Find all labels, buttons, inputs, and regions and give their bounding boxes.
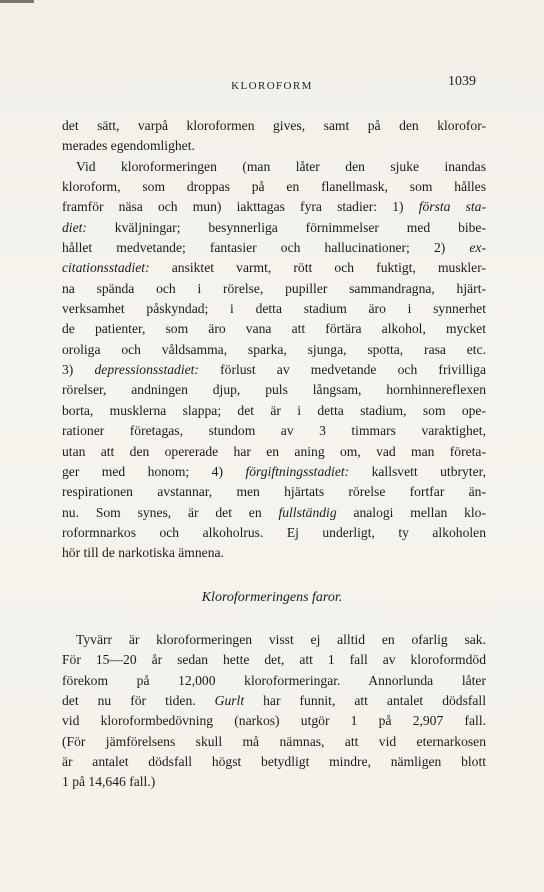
italic-term: citationsstadiet: (62, 260, 150, 276)
paragraph-2 (62, 630, 486, 793)
italic-term: fullständig (278, 504, 337, 520)
text-line: respirationen avstannar, men hjärtats rörelse fortfar än- (62, 484, 486, 500)
running-header-title: KLOROFORM (231, 80, 313, 92)
italic-term: första sta- (418, 199, 486, 215)
text-line: 3) depressionsstadiet: förlust av medvetande och frivilliga (62, 362, 486, 378)
text-line: förekom på 12,000 kloroformeringar. Annorlunda låter (62, 672, 486, 688)
text-line: För 15—20 år sedan hette det, att 1 fall av kloroformdöd (62, 652, 486, 668)
scan-edge-mark (0, 0, 34, 3)
text-line: utan att den opererade har en aning om, vad man företa- (62, 443, 486, 459)
text-line: oroliga och våldsamma, sparka, sjunga, spotta, rasa etc. (62, 341, 486, 357)
text-line: 1 på 14,646 fall.) (62, 774, 156, 790)
text-line: det nu för tiden. Gurlt har funnit, att antalet dödsfall (62, 693, 486, 709)
italic-term: depressionsstadiet: (94, 362, 199, 378)
text-line: (För jämförelsens skull må nämnas, att vid eternarkosen (62, 733, 486, 749)
text-line: hållet medvetande; fantasier och hallucinationer; 2) ex- (62, 240, 486, 256)
text-line: roformnarkos och alkoholrus. Ej underligt, ty alkoholen (62, 524, 486, 540)
text-line: rörelser, andningen djup, puls långsam, hornhinnereflexen (62, 382, 486, 398)
text-line: citationsstadiet: ansiktet varmt, rött och fuktigt, muskler- (62, 260, 486, 276)
section-heading: Kloroformeringens faror. (201, 590, 343, 605)
text-line: rationer företagas, stundom av 3 timmars varaktighet, (62, 423, 486, 439)
text-line: nu. Som synes, är det en fullständig analogi mellan klo- (62, 504, 486, 520)
text-line: borta, musklerna slappa; det är i detta stadium, som ope- (62, 402, 486, 418)
text-line: merades egendomlighet. (62, 138, 195, 154)
italic-author-name: Gurlt (214, 693, 245, 709)
text-line: Tyvärr är kloroformeringen visst ej alltid en ofarlig sak. (76, 632, 486, 647)
italic-term: diet: (62, 219, 87, 235)
text-line: de patienter, som äro vana att förtära alkohol, mycket (62, 321, 486, 337)
text-line: na spända och i rörelse, pupiller sammandragna, hjärt- (62, 280, 486, 296)
text-line: diet: kväljningar; besynnerliga förnimmelser med bibe- (62, 219, 486, 235)
text-line: Vid kloroformeringen (man låter den sjuke inandas (76, 158, 486, 174)
text-line: framför näsa och mun) iakttagas fyra stadier: 1) första sta- (62, 199, 486, 215)
italic-term: ex- (469, 240, 486, 256)
text-line: kloroform, som droppas på en flanellmask, som hålles (62, 179, 486, 195)
italic-term: förgiftningsstadiet: (245, 463, 350, 479)
text-line: hör till de narkotiska ämnena. (62, 545, 224, 561)
text-line: verksamhet påskyndad; i detta stadium äro i synnerhet (62, 301, 486, 317)
text-line: det sätt, varpå kloroformen gives, samt på den klorofor- (62, 118, 486, 133)
text-line: vid kloroformbedövning (narkos) utgör 1 på 2,907 fall. (62, 713, 486, 729)
page-number: 1039 (448, 74, 476, 89)
paragraph-1 (62, 116, 486, 564)
text-line: ger med honom; 4) förgiftningsstadiet: kallsvett utbryter, (62, 463, 487, 479)
text-line: är antalet dödsfall högst betydligt mindre, nämligen blott (62, 754, 486, 770)
